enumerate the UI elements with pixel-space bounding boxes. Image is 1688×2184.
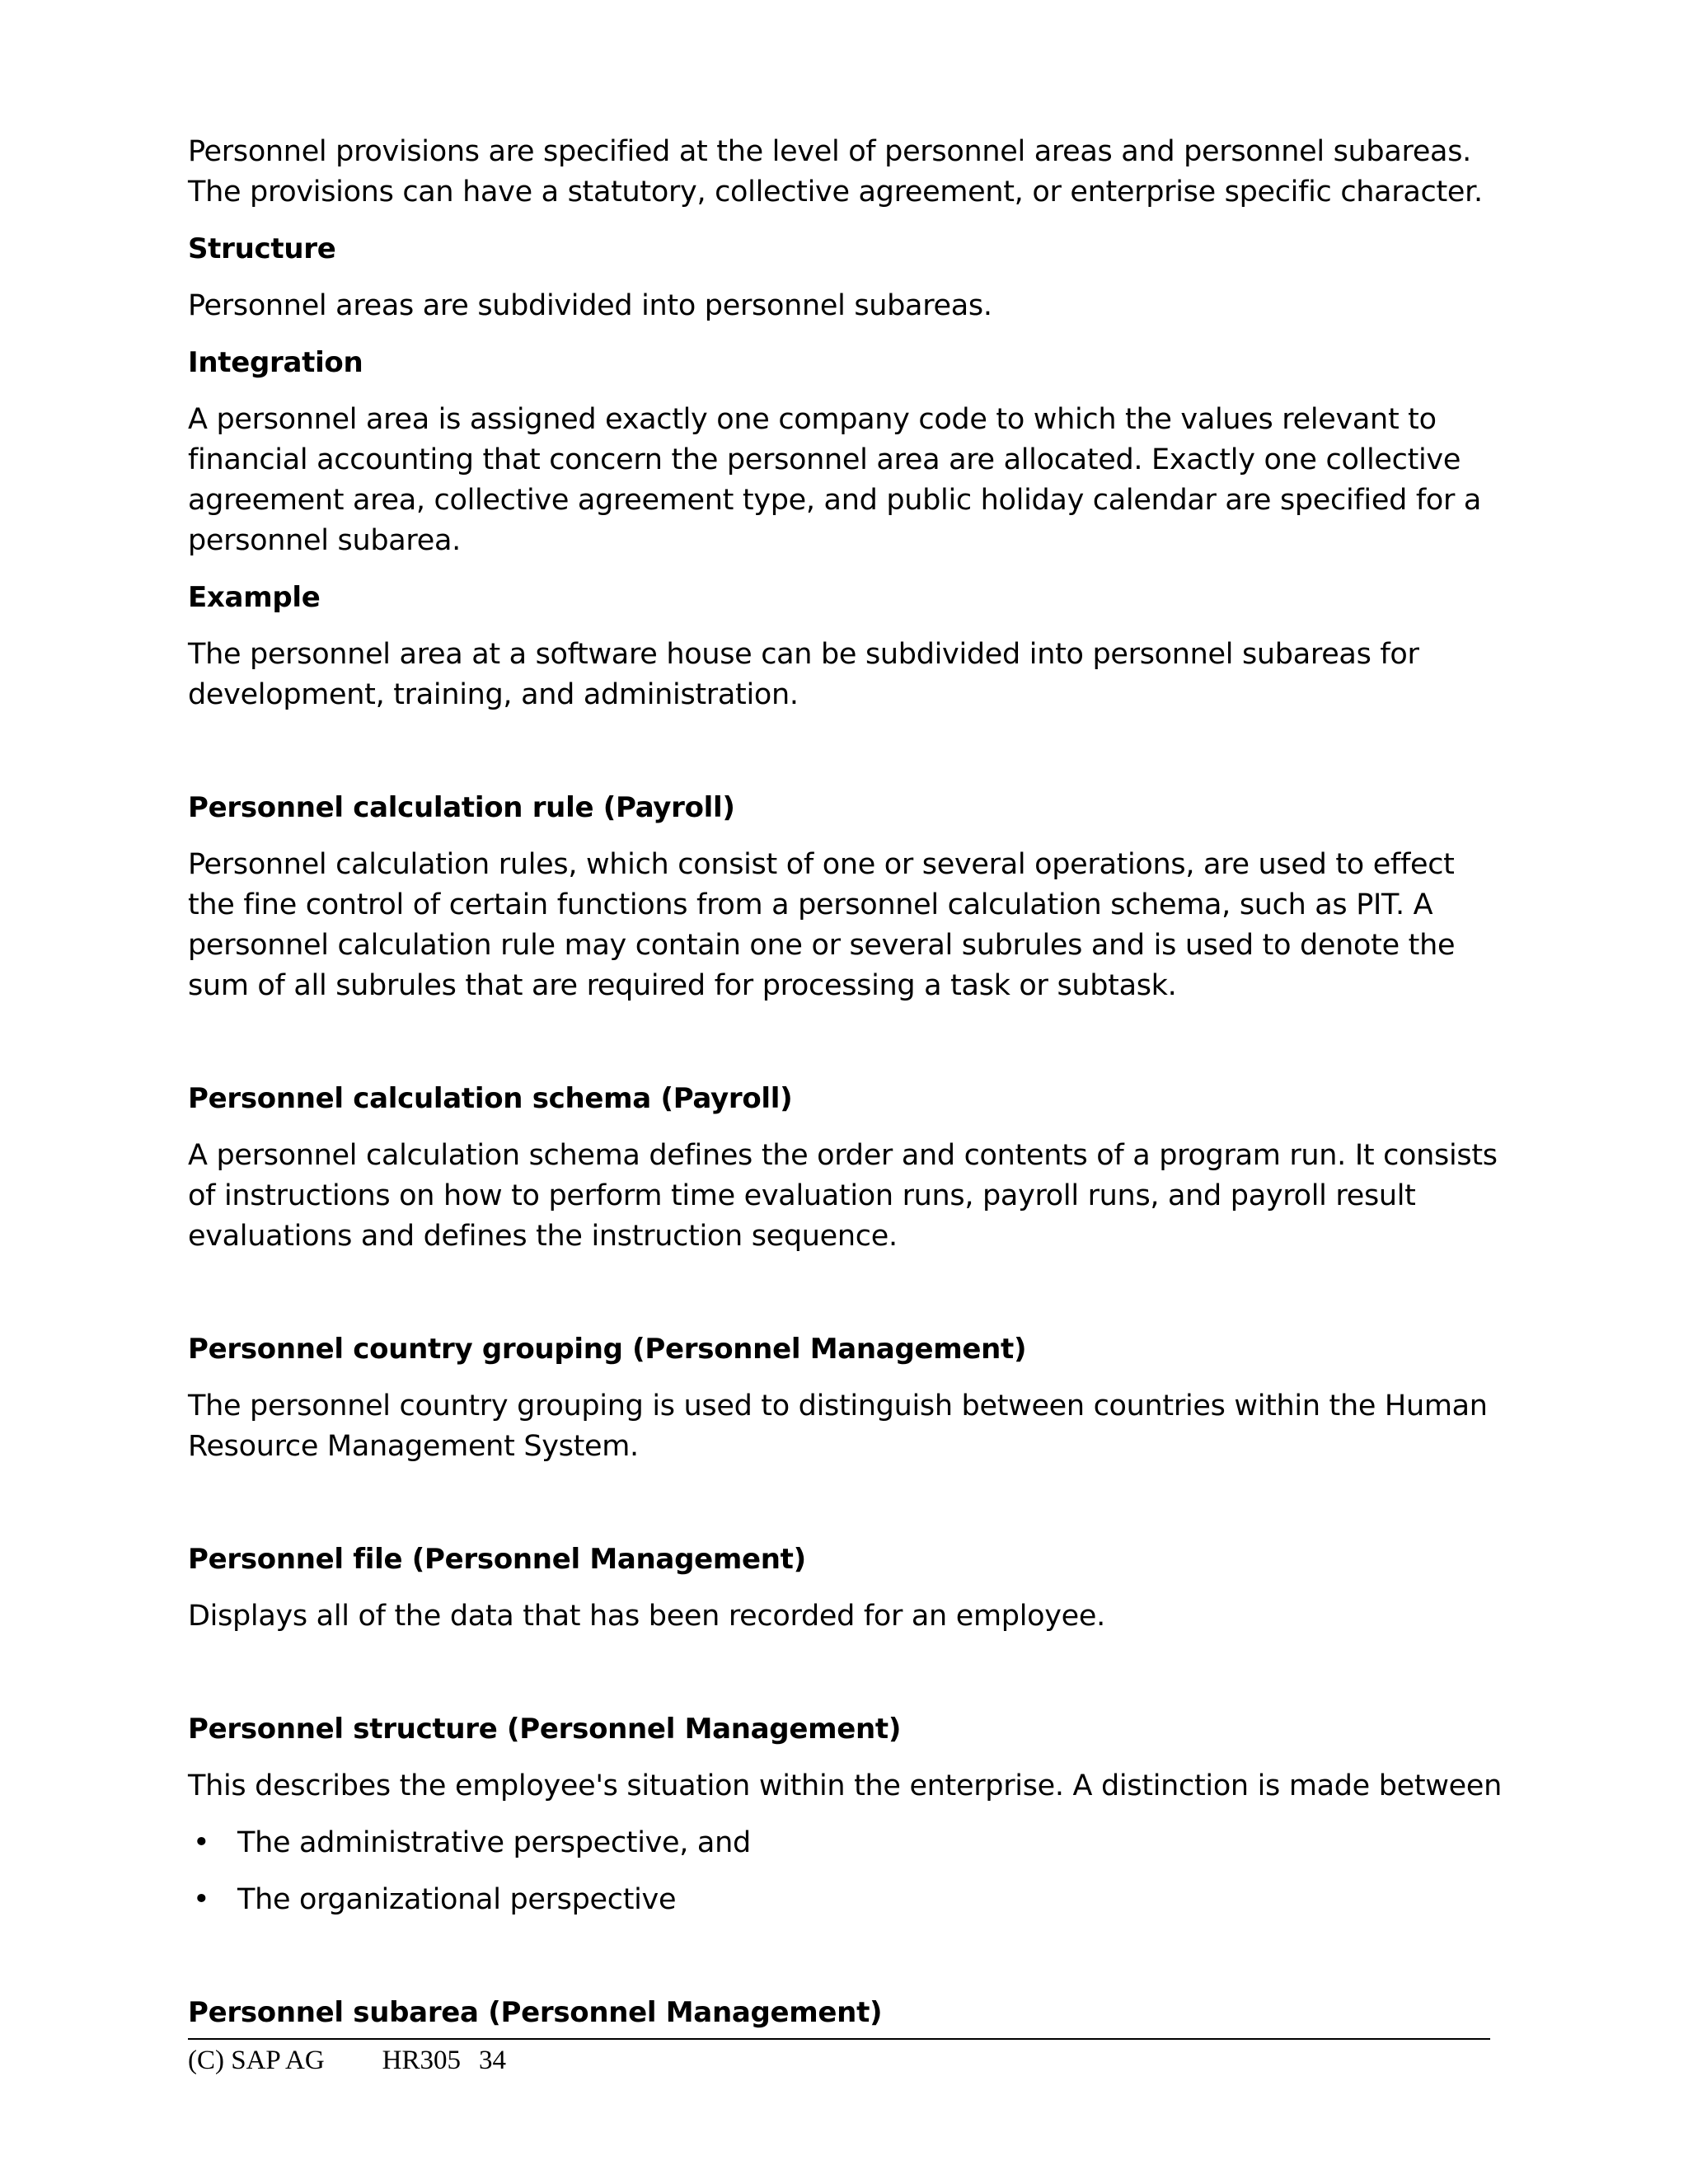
footer-page-number: 34 (479, 2046, 506, 2075)
footer-copyright: (C) SAP AG (188, 2046, 325, 2075)
country-grouping-heading: Personnel country grouping (Personnel Management) (188, 1333, 1027, 1366)
personnel-structure-paragraph: This describes the employee's situation within the enterprise. A distinction is made between (188, 1769, 1502, 1802)
list-item (188, 1880, 1507, 1920)
calc-rule-heading: Personnel calculation rule (Payroll) (188, 791, 735, 824)
list-item-text: The organizational perspective (237, 1883, 677, 1916)
structure-heading: Structure (188, 232, 336, 265)
intro-paragraph: Personnel provisions are specified at the level of personnel areas and personnel subareas. The provisions can have a statutory, collective agreement, or enterprise specific character. (188, 135, 1483, 209)
integration-paragraph: A personnel area is assigned exactly one company code to which the values relevant to financial accounting that concern the personnel area are allocated. Exactly one collective agreement area, collective agreement type, and public holiday calendar are specified for a personnel subarea. (188, 403, 1482, 557)
bullet-icon: • (193, 1883, 210, 1916)
calc-schema-heading: Personnel calculation schema (Payroll) (188, 1082, 793, 1115)
example-paragraph: The personnel area at a software house can be subdivided into personnel subareas for development, training, and administration. (188, 638, 1419, 711)
document-page (188, 132, 1507, 2033)
page-footer (188, 2042, 506, 2079)
list-item (188, 1823, 1507, 1863)
personnel-structure-heading: Personnel structure (Personnel Management) (188, 1713, 902, 1746)
footer-doc-code: HR305 (382, 2046, 461, 2075)
personnel-file-heading: Personnel file (Personnel Management) (188, 1543, 806, 1576)
personnel-file-paragraph: Displays all of the data that has been recorded for an employee. (188, 1600, 1105, 1633)
bullet-icon: • (193, 1826, 210, 1859)
perspective-list (188, 1823, 1507, 1920)
country-grouping-paragraph: The personnel country grouping is used to distinguish between countries within the Human Resource Management System. (188, 1390, 1488, 1463)
integration-heading: Integration (188, 346, 363, 379)
calc-schema-paragraph: A personnel calculation schema defines the order and contents of a program run. It consists of instructions on how to perform time evaluation runs, payroll runs, and payroll result evaluations and defines the instruction sequence. (188, 1139, 1498, 1253)
structure-paragraph: Personnel areas are subdivided into personnel subareas. (188, 289, 992, 322)
example-heading: Example (188, 581, 321, 614)
footer-divider (188, 2038, 1490, 2040)
subarea-heading: Personnel subarea (Personnel Management) (188, 1996, 883, 2029)
list-item-text: The administrative perspective, and (237, 1826, 751, 1859)
calc-rule-paragraph: Personnel calculation rules, which consist of one or several operations, are used to effect the fine control of certain functions from a personnel calculation schema, such as PIT. A personnel calculation rule may contain one or several subrules and is used to denote the sum of all subrules that are required for processing a task or subtask. (188, 848, 1456, 1002)
